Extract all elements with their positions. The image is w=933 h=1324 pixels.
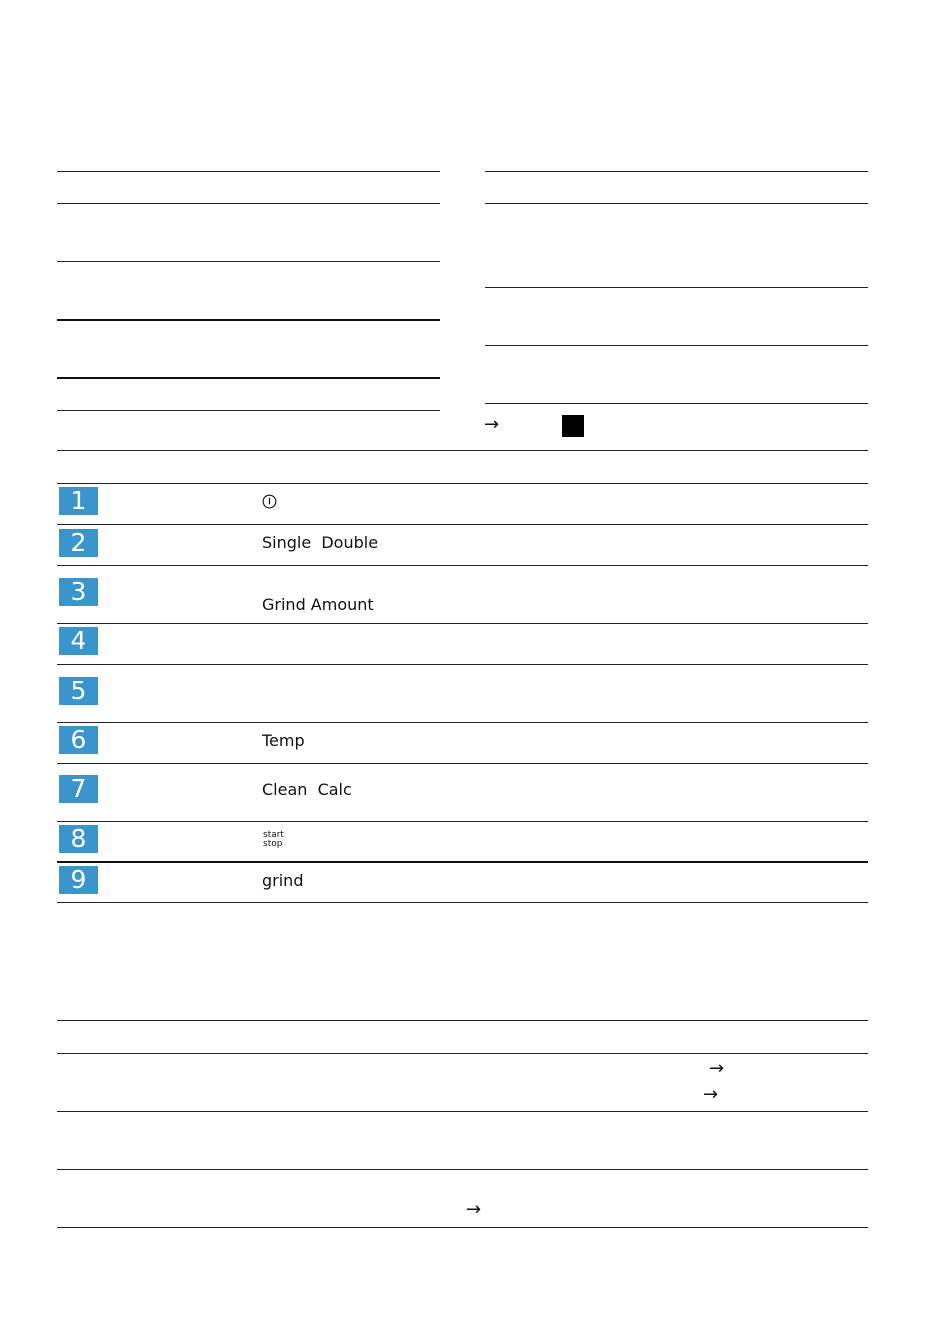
top-left-rule-1 <box>57 171 440 172</box>
control-label: Clean Calc <box>262 780 352 799</box>
top-right-rule-2 <box>485 203 868 204</box>
controls-table-rule <box>57 821 868 822</box>
arrow-icon: → <box>466 1199 482 1220</box>
power-icon <box>262 494 277 509</box>
control-number-badge: 8 <box>59 825 98 853</box>
control-label-line2: stop <box>263 839 283 849</box>
controls-table-bottom-rule <box>57 902 868 903</box>
bottom-table-rule <box>57 1020 868 1021</box>
control-label: Single Double <box>262 533 379 552</box>
control-label: Grind Amount <box>262 595 374 614</box>
controls-table-rule <box>57 565 868 566</box>
controls-table-rule <box>57 763 868 764</box>
bottom-table-rule <box>57 1169 868 1170</box>
arrow-icon: → <box>484 414 500 435</box>
controls-table-rule <box>57 524 868 525</box>
top-right-rule-1 <box>485 171 868 172</box>
top-left-rule-2 <box>57 203 440 204</box>
control-label-line1: start <box>263 830 284 840</box>
control-label: grind <box>262 871 304 890</box>
bottom-table-rule <box>57 1111 868 1112</box>
control-number-badge: 7 <box>59 775 98 803</box>
controls-table-rule <box>57 722 868 723</box>
top-left-rule-4 <box>57 319 440 321</box>
control-number-badge: 9 <box>59 866 98 894</box>
control-number-badge: 3 <box>59 578 98 606</box>
control-number-badge: 5 <box>59 677 98 705</box>
control-number-badge: 2 <box>59 529 98 557</box>
arrow-icon: → <box>709 1058 725 1079</box>
controls-table-top-rule <box>57 450 868 451</box>
bottom-table-rule <box>57 1227 868 1228</box>
arrow-icon: → <box>703 1084 719 1105</box>
control-number-badge: 4 <box>59 627 98 655</box>
control-label: Temp <box>262 731 305 750</box>
top-left-rule-6 <box>57 410 440 411</box>
black-square-icon <box>562 415 584 437</box>
top-left-rule-5 <box>57 377 440 379</box>
controls-table-rule <box>57 861 868 863</box>
controls-table-rule <box>57 623 868 624</box>
top-right-rule-4 <box>485 345 868 346</box>
control-number-badge: 1 <box>59 487 98 515</box>
top-right-rule-3 <box>485 287 868 288</box>
control-number-badge: 6 <box>59 726 98 754</box>
controls-table-rule <box>57 664 868 665</box>
top-left-rule-3 <box>57 261 440 262</box>
bottom-table-rule <box>57 1053 868 1054</box>
top-right-rule-5 <box>485 403 868 404</box>
controls-table-rule <box>57 483 868 484</box>
